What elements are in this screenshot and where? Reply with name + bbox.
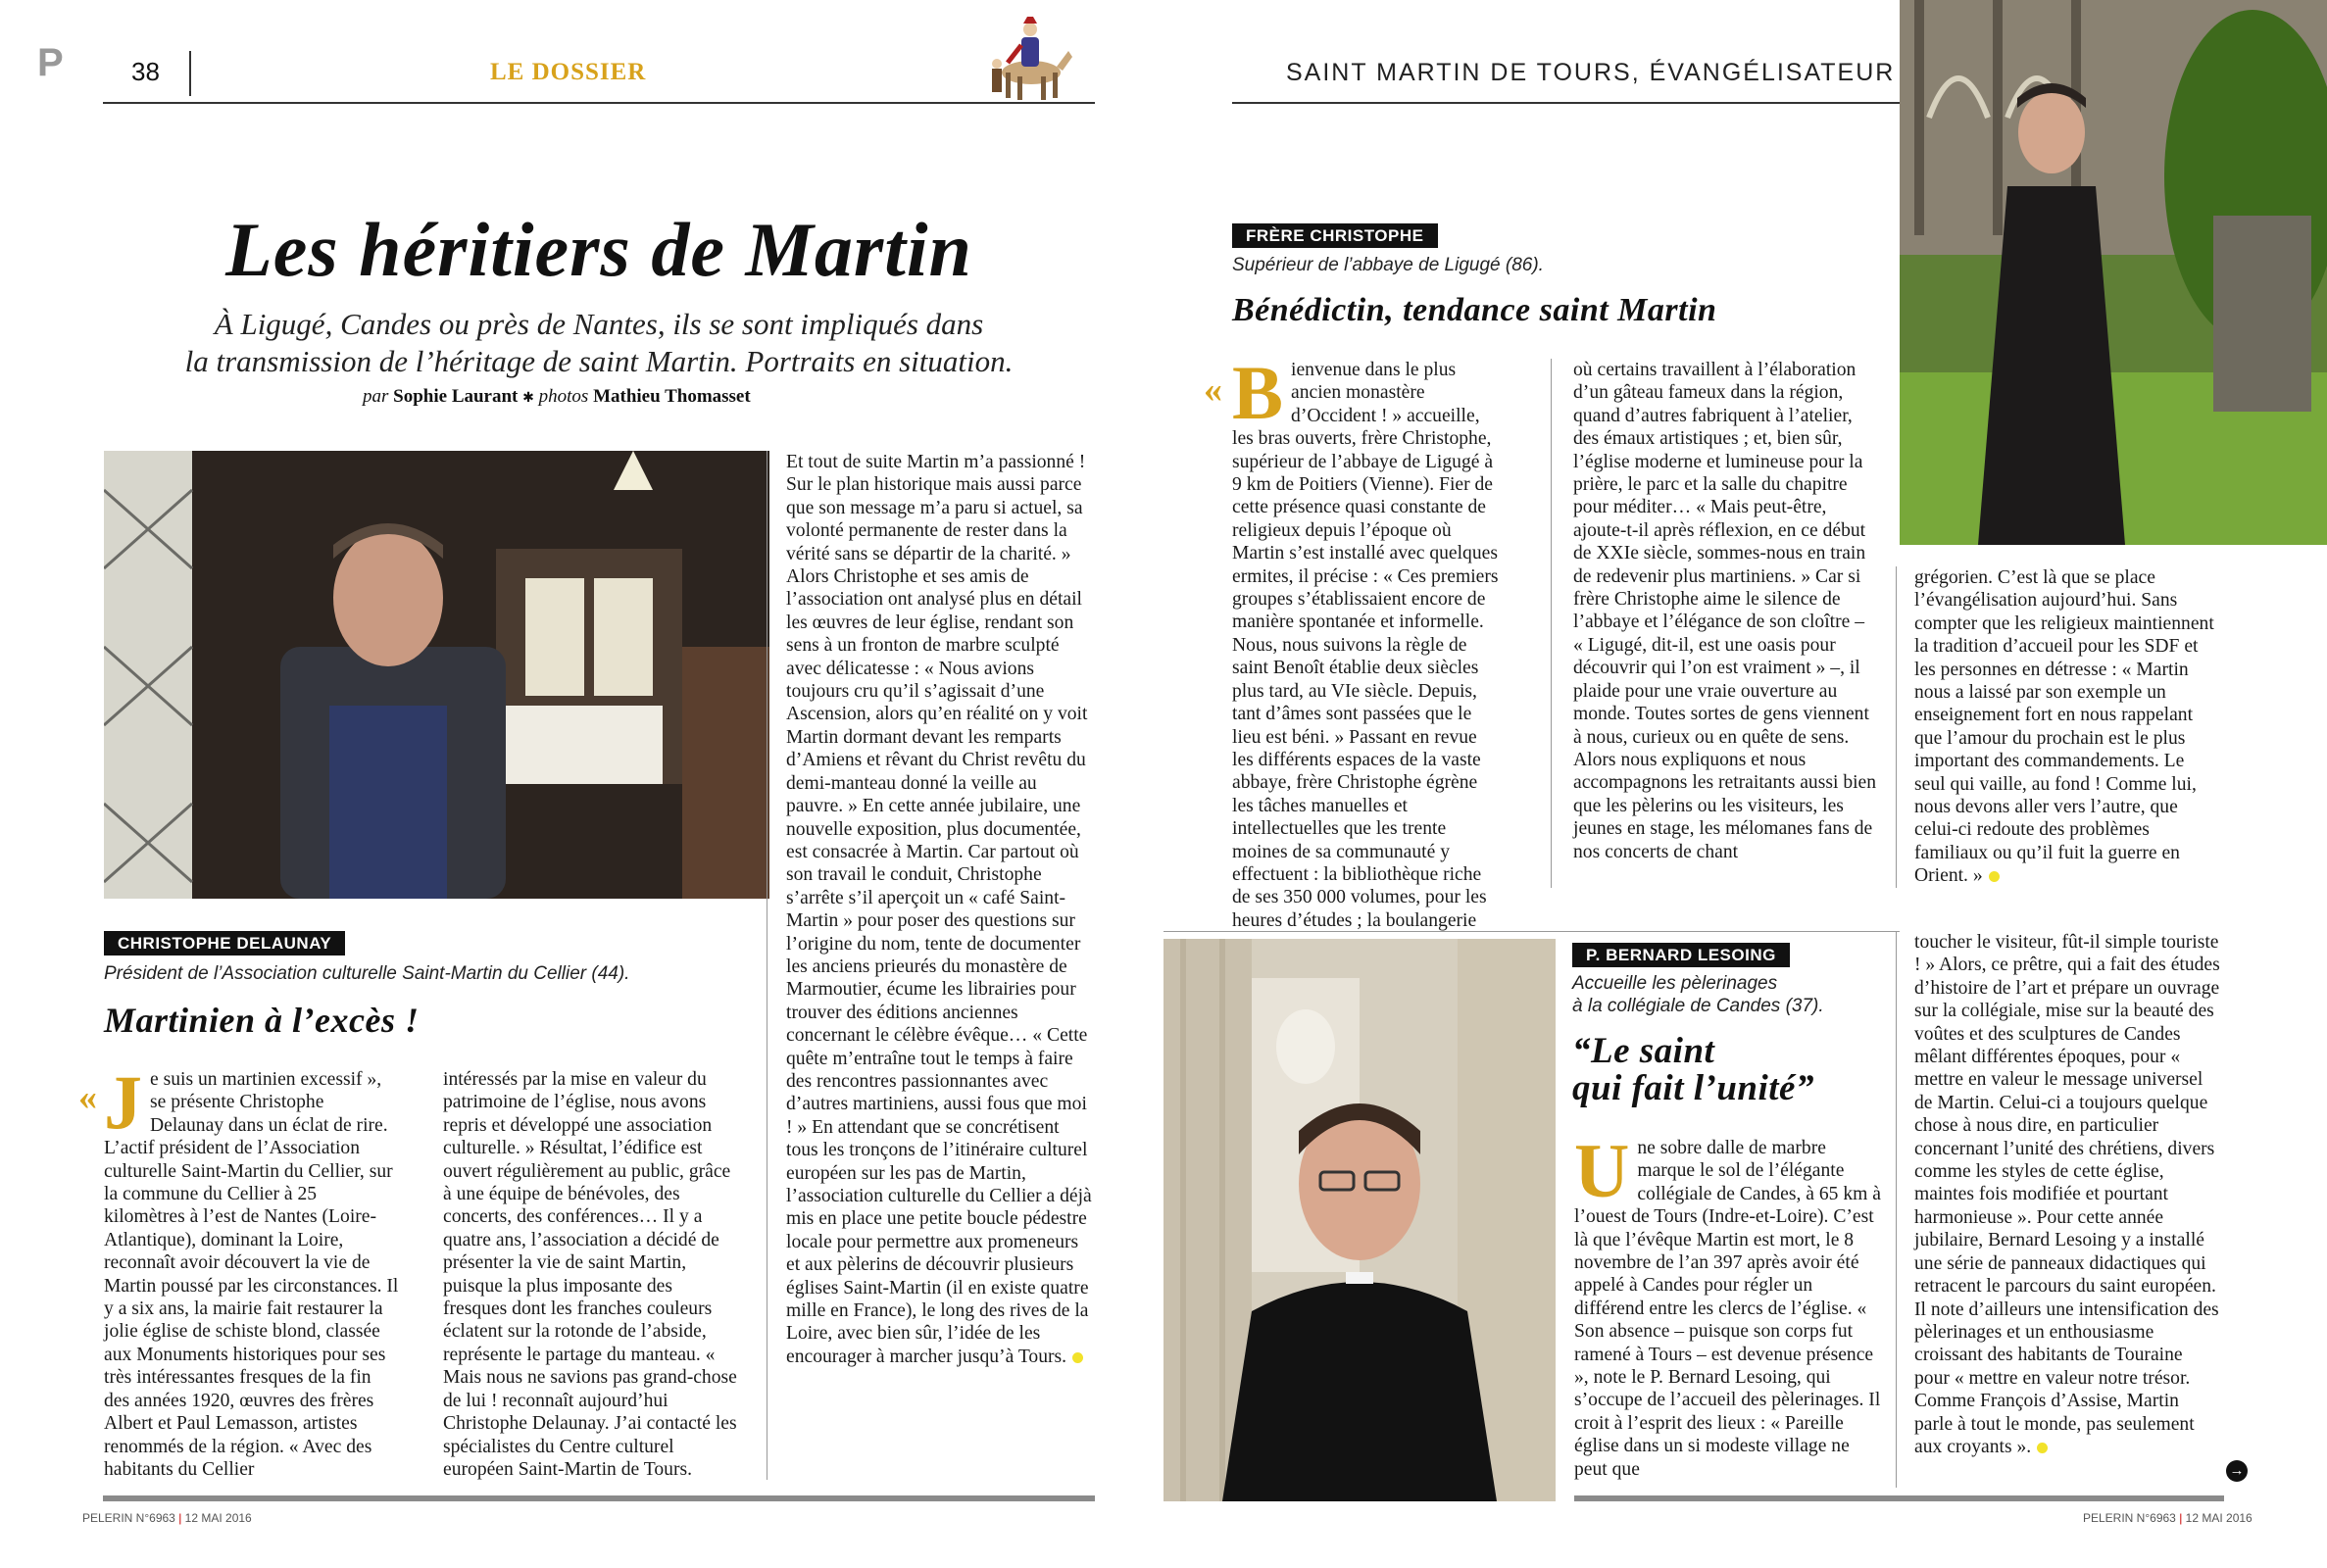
headline-lesoing-line-2: qui fait l’unité” xyxy=(1572,1068,1814,1108)
body-column-1-delaunay xyxy=(104,1059,400,1481)
delaunay-col1-text: e suis un martinien excessif », se présente Christophe Delaunay dans un éclat de rire. L’actif président de l’Association culturelle Saint-Martin du Cellier, sur la commune du Cellier à 25 kilomètres à l’est de Nantes (Loire-Atlantique), dominant la Loire, reconnaît avoir découvert la vie de Martin poussé par les circonstances. Il y a six ans, la mairie fait restaurer la jolie église de schiste blond, classée aux Monuments historiques pour ses très intéressantes fresques de la fin des années 1920, œuvres des frères Albert et Paul Lemasson, artistes renommés de la région. « Avec des habitants du Cellier xyxy=(104,1069,399,1480)
byline-par: par xyxy=(363,386,389,407)
quote-mark-frere-christophe: « xyxy=(1204,369,1222,411)
body-column-2-delaunay xyxy=(443,1068,739,1481)
body-column-3-frere-christophe xyxy=(1914,566,2218,888)
footer-left-date: 12 MAI 2016 xyxy=(184,1511,252,1525)
delaunay-col3-text: Et tout de suite Martin m’a passionné ! Sur le plan historique mais aussi parce que son message m’a paru si actuel, sa volonté permanente de rester dans la vérité sans se départir de la charité. » Alors Christophe et ses amis de l’association ont analysé plus en détail les œuvres de leur église, rendant son sens à un fronton de marbre sculpté avec délicatesse : « Nous avions toujours cru qu’il s’agissait d’une Ascension, alors qu’en réalité on y voit Martin dormant devant les remparts d’Amiens et rêvant du Christ revêtu du demi-manteau donné la veille au pauvre. » En cette année jubilaire, une nouvelle exposition, plus documentée, est consacrée à Martin. Car partout où son travail le conduit, Christophe s’arrête s’il aperçoit un « café Saint-Martin » pour poser des questions sur l’origine du nom, tente de documenter les anciens prieurés du monastère de Marmoutier, écume les librairies pour trouver des éditions anciennes concernant le célèbre évêque… « Cette quête m’entraîne tout le temps à faire des rencontres passionnantes avec d’autres martiniens, aussi fous que moi ! » En attendant que se concrétisent tous les tronçons de l’itinéraire culturel européen sur les pas de Martin, l’association culturelle du Cellier a déjà mis en place une petite boucle pédestre locale pour permettre aux promeneurs et aux pèlerins de découvrir plusieurs églises Saint-Martin (il en existe quatre mille en France), le long des rives de la Loire, avec bien sûr, l’idée de les encourager à marcher jusqu’à Tours. xyxy=(786,452,1092,1367)
footer-rule-left xyxy=(103,1495,1095,1501)
footer-right-publication: PELERIN N°6963 xyxy=(2083,1511,2176,1525)
header-divider xyxy=(189,51,191,96)
photo-frere-illustration xyxy=(1900,0,2327,545)
column-rule-frere-1 xyxy=(1551,359,1552,888)
footer-left-publication: PELERIN N°6963 xyxy=(82,1511,175,1525)
quote-mark-delaunay: « xyxy=(78,1077,97,1118)
column-rule-frere-2 xyxy=(1896,566,1897,888)
next-page-arrow-icon[interactable]: → xyxy=(2226,1460,2248,1482)
footer-right-date: 12 MAI 2016 xyxy=(2185,1511,2253,1525)
lesoing-col1-text: ne sobre dalle de marbre marque le sol de l’élégante collégiale de Candes, à 65 km à l’ouest de Tours (Indre-et-Loire). C’est là que l’évêque Martin est mort, le 8 novembre de l’an 397 après avoir été appelé à Candes pour régler un différend entre les clercs de l’église. « Son absence – puisque son corps fut ramené à Tours – est devenue présence », note le P. Bernard Lesoing, qui s’occupe de l’accueil des pèlerinages. Il croit à l’esprit des lieux : « Pareille église dans un si modeste village ne peut que xyxy=(1574,1138,1881,1480)
delaunay-col2-text: intéressés par la mise en valeur du patrimoine de l’église, nous avons repris et développé une association culturelle. » Résultat, l’édifice est ouvert régulièrement au public, grâce à une équipe de bénévoles, des concerts, des conférences… Il y a quatre ans, l’association a décidé de présenter la vie de saint Martin, puisque la plus imposante des fresques dont les franches couleurs éclatent sur la rotonde de l’abside, représente le partage du manteau. « Mais nous ne savions pas grand-chose de lui ! reconnaît aujourd’hui Christophe Delaunay. J’ai contacté les spécialistes du Centre culturel européen Saint-Martin de Tours. xyxy=(443,1069,737,1480)
photo-christophe-delaunay xyxy=(104,451,769,899)
dropcap-b: B xyxy=(1232,350,1284,435)
end-dot-delaunay xyxy=(1072,1352,1083,1363)
dropcap-u: U xyxy=(1574,1128,1630,1213)
end-dot-frere xyxy=(1989,871,2000,882)
header-underline-left xyxy=(103,102,1095,104)
body-column-1-frere-christophe xyxy=(1232,350,1499,932)
name-label-delaunay: CHRISTOPHE DELAUNAY xyxy=(104,931,345,956)
magazine-logo: P xyxy=(37,41,64,84)
article-intro xyxy=(103,306,1095,380)
body-column-2-frere-christophe xyxy=(1573,359,1877,863)
footer-left: PELERIN N°6963 | 12 MAI 2016 xyxy=(82,1511,252,1525)
photo-delaunay-illustration xyxy=(104,451,769,899)
dossier-title: SAINT MARTIN DE TOURS, ÉVANGÉLISATEUR xyxy=(1286,59,1896,86)
dropcap-j: J xyxy=(104,1059,142,1145)
lesoing-col2-text: toucher le visiteur, fût-il simple touriste ! » Alors, ce prêtre, qui a fait des études d’histoire de l’art et prépare un ouvrage sur la collégiale, mise sur la beauté des voûtes et des sculptures de Candes mêlant différentes époques, pour « mettre en valeur le message universel de Martin. Celui-ci a toujours quelque chose à nous dire, en particulier concernant l’unité des chrétiens, divers comme les styles de cette église, maintes fois modifiée et pourtant harmonieuse ». Pour cette année jubilaire, Bernard Lesoing y a installé une série de panneaux didactiques qui retracent le parcours du saint européen. Il note d’ailleurs une intensification des pèlerinages et un enthousiasme croissant des habitants de Touraine pour « mettre en valeur notre trésor. Comme François d’Assise, Martin parle à tout le monde, pas seulement aux croyants ». xyxy=(1914,932,2220,1457)
headline-lesoing-line-1: “Le saint xyxy=(1572,1031,1715,1071)
role-lesoing-line-2: à la collégiale de Candes (37). xyxy=(1572,996,1824,1016)
role-lesoing xyxy=(1572,972,1886,1017)
headline-delaunay: Martinien à l’excès ! xyxy=(104,1001,420,1040)
headline-frere-christophe: Bénédictin, tendance saint Martin xyxy=(1232,292,1717,328)
role-delaunay: Président de l’Association culturelle Saint-Martin du Cellier (44). xyxy=(104,963,630,984)
horseman-illustration-icon xyxy=(984,8,1074,106)
intro-line-2: la transmission de l’héritage de saint Martin. Portraits en situation. xyxy=(184,344,1014,378)
byline-author: Sophie Laurant xyxy=(393,386,519,407)
footer-rule-right xyxy=(1574,1495,2224,1501)
role-lesoing-line-1: Accueille les pèlerinages xyxy=(1572,973,1778,994)
article-title: Les héritiers de Martin xyxy=(225,207,972,292)
column-rule-lesoing xyxy=(1896,931,1897,1488)
page-number: 38 xyxy=(131,57,160,86)
byline xyxy=(363,386,751,408)
photo-bernard-lesoing xyxy=(1164,939,1556,1501)
name-label-lesoing: P. BERNARD LESOING xyxy=(1572,943,1790,967)
byline-photographer: Mathieu Thomasset xyxy=(593,386,751,407)
byline-separator: ✱ xyxy=(522,391,534,406)
section-rule-lesoing xyxy=(1164,931,1900,932)
frere-col1-text: ienvenue dans le plus ancien monastère d’Occident ! » accueille, les bras ouverts, frère Christophe, supérieur de l’abbaye de Ligugé à 9 km de Poitiers (Vienne). Fier de cette présence quasi constante de religieux depuis l’époque où Martin s’est installé avec quelques ermites, il précise : « Ces premiers groupes s’établissaient encore de manière spontanée et informelle. Nous, nous suivons la règle de saint Benoît établie deux siècles plus tard, au VIe siècle. Depuis, tant d’âmes sont passées que le lieu est béni. » Passant en revue les différents espaces de la vaste abbaye, frère Christophe égrène les tâches manuelles et intellectuelles que les trente moines de sa communauté y effectuent : la bibliothèque riche de ses 350 000 volumes, pour les heures d’études ; la boulangerie xyxy=(1232,360,1499,931)
body-column-3-delaunay xyxy=(786,451,1095,1368)
footer-right: PELERIN N°6963 | 12 MAI 2016 xyxy=(2083,1511,2253,1525)
section-label: LE DOSSIER xyxy=(490,59,647,85)
name-label-frere-christophe: FRÈRE CHRISTOPHE xyxy=(1232,223,1438,248)
photo-lesoing-illustration xyxy=(1164,939,1556,1501)
role-frere-christophe: Supérieur de l’abbaye de Ligugé (86). xyxy=(1232,255,1544,275)
photo-frere-christophe xyxy=(1900,0,2327,545)
header-underline-right xyxy=(1232,102,1900,104)
headline-lesoing xyxy=(1572,1033,1814,1107)
body-column-1-lesoing xyxy=(1574,1128,1884,1481)
intro-line-1: À Ligugé, Candes ou près de Nantes, ils se sont impliqués dans xyxy=(214,307,984,341)
body-column-2-lesoing xyxy=(1914,931,2220,1458)
frere-col2-text: où certains travaillent à l’élaboration d’un gâteau fameux dans la région, quand d’autres fabriquent à l’atelier, des émaux artistiques ; et, bien sûr, l’église moderne et lumineuse pour la prière, le parc et la salle du chapitre pour méditer… « Mais peut-être, ajoute-t-il après réflexion, en ce début de XXIe siècle, sommes-nous en train de redevenir plus martiniens. » Car si frère Christophe aime le silence de l’abbaye et l’élégance de son cloître – « Ligugé, dit-il, est une oasis pour découvrir qui l’on est vraiment » –, il plaide pour une vraie ouverture au monde. Toutes sortes de gens viennent à nous, curieux ou en quête de sens. Alors nous expliquons et nous accompagnons les retraitants aussi bien que les pèlerins ou les visiteurs, les jeunes en stage, les mélomanes fans de nos concerts de chant xyxy=(1573,360,1877,862)
byline-photos: photos xyxy=(538,386,589,407)
frere-col3-text: grégorien. C’est là que se place l’évangélisation aujourd’hui. Sans compter que les religieux maintiennent la tradition d’accueil pour les SDF et les personnes en détresse : « Martin nous a laissé par son exemple un enseignement fort en nous rappelant que l’amour du prochain est le plus important des commandements. Le seul qui vaille, au fond ! Comme lui, nous devons aller vers l’autre, que celui-ci redoute des problèmes familiaux ou qu’il fuit la guerre en Orient. » xyxy=(1914,567,2214,887)
end-dot-lesoing xyxy=(2037,1443,2048,1453)
